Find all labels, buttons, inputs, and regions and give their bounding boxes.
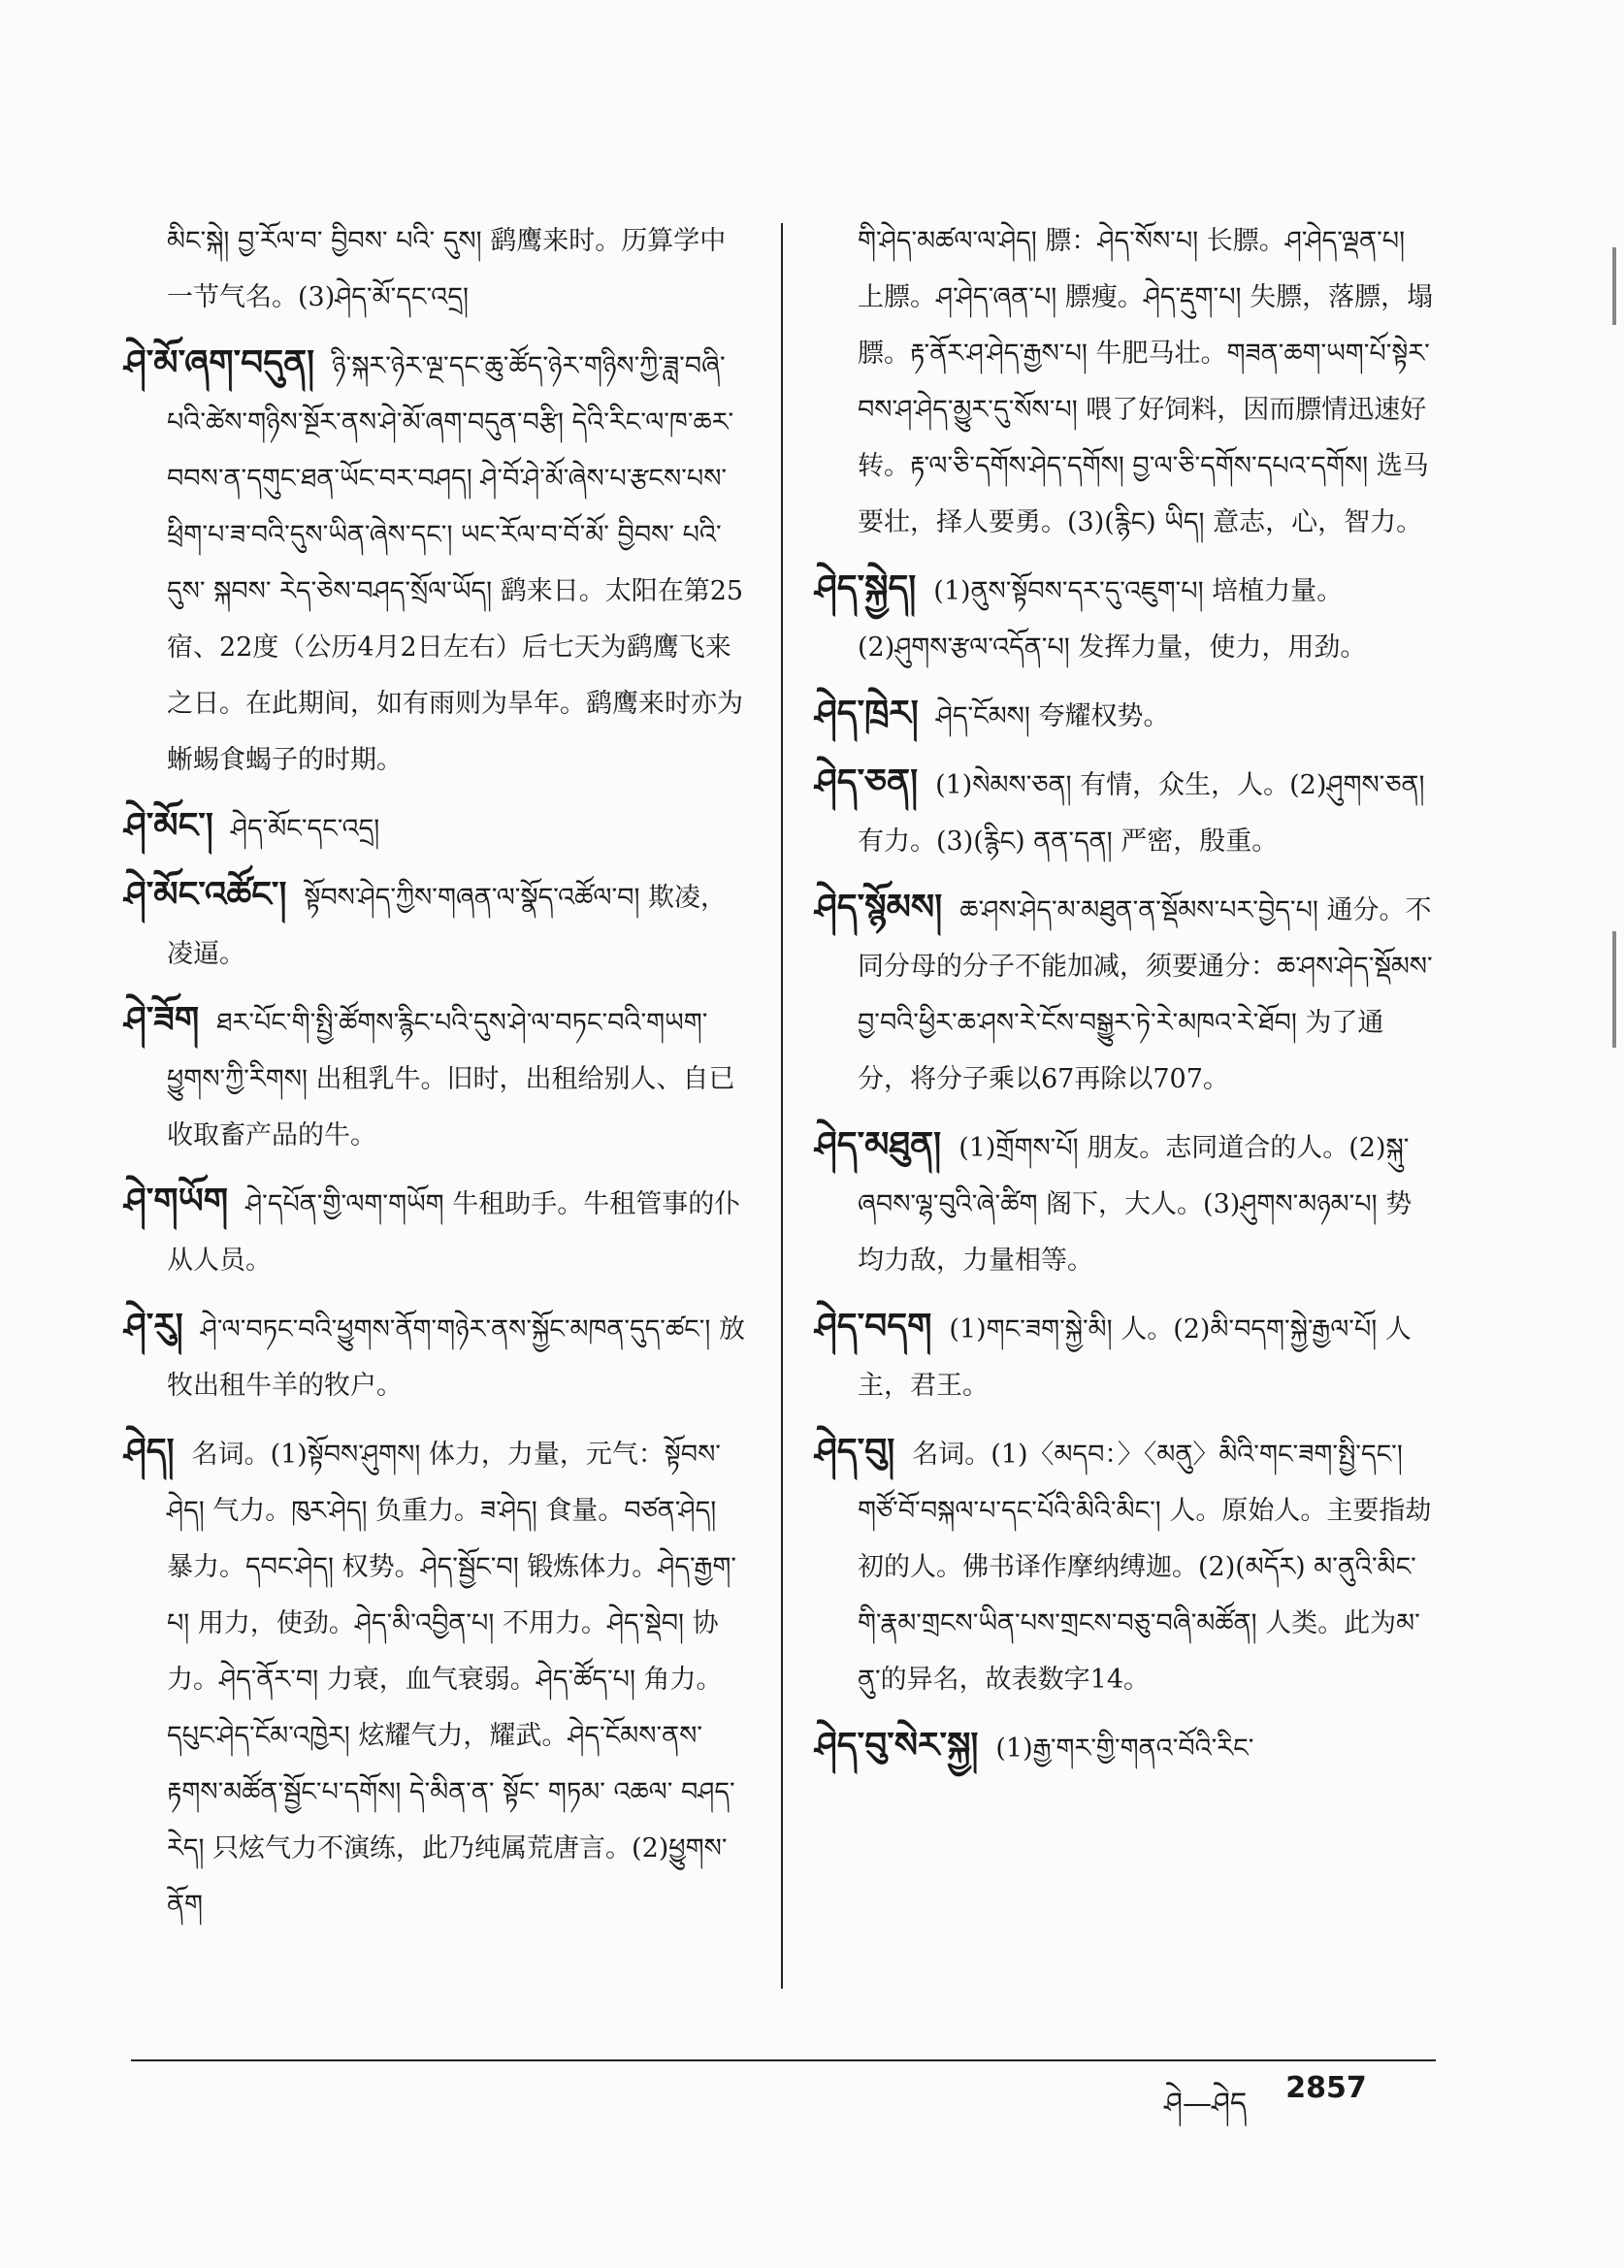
entry-definition: ཤེད་མོང་དང་འདྲ། [230,814,380,844]
entry-headword: ཤེད་བདག [815,1307,932,1346]
entry-definition: (1)སེམས་ཅན། 有情，众生，人。(2)ཤུགས་ཅན། 有力。(3)(རྙིང) ནན་དན། 严密，殷重。 [858,770,1425,857]
dictionary-entry [815,1718,1436,1777]
entry-definition: ཉི་སྐར་ཉེར་ལྔ་དང་ཆུ་ཚོད་ཉེར་གཉིས་ཀྱི་ཟླ་བཞི་པའི་ཚེས་གཉིས་སྔོར་ནས་ཤེ་མོ་ཞག་བདུན་བརྩི། དེའི་རིང་ལ་ཁ་ཆར་བབས་ན་དགུང་ཐན་ཡོང་བར་བཤད། ཤེ་བོ་ཤེ་མོ་ཞེས་པ་རྩངས་པས་ཕྲིག་པ་ཟ་བའི་དུས་ཡིན་ཞེས་དང་། ཡང་ཪོལ་བ་བོ་མོ་ བྱིབས་ པའི་ དུས་ སྐབས་ རེད་ཅེས་བཤད་སྲོལ་ཡོད། 鹞来日。太阳在第25宿、22度（公历4月2日左右）后七天为鹞鹰飞来之日。在此期间，如有雨则为旱年。鹞鹰来时亦为蜥蜴食蝎子的时期。 [167,351,744,775]
dictionary-entry [124,1174,745,1289]
entry-headword: ཤེ་མོང་། [124,806,213,846]
dictionary-entry [124,336,745,789]
dictionary-entry [815,213,1436,551]
right-column [815,213,1436,1787]
dictionary-entry [815,686,1436,745]
entry-definition: ཐར་པོང་གི་སྤྱི་ཚོགས་རྙིང་པའི་དུས་ཤེ་ལ་བཏང་བའི་གཡག་ཕྱུགས་ཀྱི་རིགས། 出租乳牛。旧时，出租给别人、自已收取畜产品的牛。 [167,1008,735,1150]
footer-range: ཤེ—ཤེད [1164,2087,1248,2121]
entry-headword: ཤེ་མོ་ཞག་བདུན། [124,343,315,383]
entry-definition: 名词。(1)〈མདབ：〉〈མནུ〉མིའི་གང་ཟག་སྤྱི་དང་། གཙོ་བོ་བསྐལ་པ་དང་པོའི་མིའི་མིང་། 人。原始人。主要指劫初的人。佛书译作摩纳缚迦。(2)(མདོར) མ་ནུའི་མིང་གི་རྣམ་གྲངས་ཡིན་པས་གྲངས་བཅུ་བཞི་མཚོན། 人类。此为མ་ནུ་的异名，故表数字14。 [858,1440,1432,1695]
dictionary-entry [815,1299,1436,1414]
page-footer [1164,2071,1367,2153]
dictionary-entry [124,992,745,1164]
entry-headword: ཤེ་གཡོག [124,1182,229,1221]
entry-headword: ཤེད་མཐུན། [815,1125,942,1165]
entry-definition: (1)གྲོགས་པོ། 朋友。志同道合的人。(2)སྐུ་ཞབས་ལྷ་བུའི་ཞེ་ཚིག 阁下，大人。(3)ཤུགས་མཉམ་པ། 势均力敌，力量相等。 [858,1133,1413,1276]
entry-headword: ཤེད་ཅན། [815,762,919,802]
entry-definition: ཆ་ཤས་ཤེད་མ་མཐུན་ན་སྡོམས་པར་བྱེད་པ། 通分。不同分母的分子不能加减，须要通分：ཆ་ཤས་ཤེད་སྡོམས་བྱ་བའི་ཕྱིར་ཆ་ཤས་རེ་ངོས་བསྒྱུར་ཏེ་རེ་མཁའ་རེ་ཐོབ། 为了通分，将分子乘以67再除以707。 [858,895,1433,1094]
edge-mark [1612,247,1616,325]
page-number: 2857 [1285,2071,1367,2105]
entry-headword: ཤེད་སྙོམས། [815,888,943,927]
entry-definition: སྟོབས་ཤེད་ཀྱིས་གཞན་ལ་སྣོད་འཚོལ་བ། 欺凌，凌逼。 [167,883,728,969]
left-column [124,213,745,1943]
entry-definition: (1)ནུས་སྟོབས་དར་དུ་འཇུག་པ། 培植力量。(2)ཤུགས་རྩལ་འདོན་པ། 发挥力量，使力，用劲。 [858,576,1367,663]
dictionary-entry [815,1424,1436,1708]
footer-rule [131,2059,1436,2061]
entry-definition: (1)རྒྱ་གར་གྱི་གནའ་བོའི་རིང་ [995,1733,1254,1764]
entry-headword: ཤེད་བུ་སེར་སྐྱ། [815,1726,979,1766]
entry-headword: ཤེད་བུ། [815,1432,895,1472]
dictionary-entry [815,880,1436,1108]
dictionary-entry [815,755,1436,870]
entry-definition: (1)གང་ཟག་སྐྱེ་མི། 人。(2)མི་བདག་སྐྱེ་རྒྱལ་པོ། 人主，君王。 [858,1314,1412,1401]
dictionary-entry [124,1299,745,1414]
dictionary-entry [124,1424,745,1933]
entry-definition: 名词。(1)སྟོབས་ཤུགས། 体力，力量，元气：སྟོབས་ཤེད། 气力。ཁུར་ཤེད། 负重力。ཟ་ཤེད། 食量。བཙན་ཤེད། 暴力。དབང་ཤེད། 权势。ཤེད་སྦྱོང་བ། 锻炼体力。ཤེད་རྒྱག་པ། 用力，使劲。ཤེད་མི་འབྱིན་པ། 不用力。ཤེད་སྡེབ། 协力。ཤེད་ནོར་བ། 力衰，血气衰弱。ཤེད་ཚོད་པ། 角力。དཔུང་ཤེད་ངོམ་འཁྱེར། 炫耀气力，耀武。ཤེད་ངོམས་ནས་རྟགས་མཚོན་སྦྱོང་པ་དགོས། དེ་མིན་ན་ སྟོང་ གཏམ་ འཆལ་ བཤད་ རེད། 只炫气力不演练，此乃纯属荒唐言。(2)ཕྱུགས་ནོག [167,1440,736,1920]
dictionary-entry [815,1118,1436,1289]
dictionary-entry [124,798,745,858]
entry-definition: མིང་སྐེ། བྱ་ཪོལ་བ་ བྱིབས་ པའི་ དུས། 鹞鹰来时。历算学中一节气名。(3)ཤེད་མོ་དང་འདྲ། [167,226,727,312]
column-divider [781,223,783,1989]
entry-headword: ཤེ་མོང་འཚོང་། [124,875,287,915]
entry-headword: ཤེད། [124,1432,175,1472]
entry-definition: ཤེ་ལ་བཏང་བའི་ཕྱུགས་ནོག་གཉེར་ནས་སྐྱོང་མཁན་དུད་ཚང་། 放牧出租牛羊的牧户。 [167,1314,746,1401]
entry-definition: གི་ཤེད་མཚལ་ལ་ཤེད། 膘：ཤེད་སོས་པ། 长膘。ཤ་ཤེད་ལྡན་པ། 上膘。ཤ་ཤེད་ཞན་པ། 膘瘦。ཤེད་རྡུག་པ། 失膘，落膘，塌膘。རྟ་ནོར་ཤ་ཤེད་རྒྱས་པ། 牛肥马壮。གཟན་ཆག་ཡག་པོ་སྟེར་བས་ཤ་ཤེད་མྱུར་དུ་སོས་པ། 喂了好饲料，因而膘情迅速好转。རྟ་ལ་ཅི་དགོས་ཤེད་དགོས། བྱ་ལ་ཅི་དགོས་དཔའ་དགོས། 选马要壮，择人要勇。(3)(རྙིང) ཡིད། 意志，心，智力。 [858,226,1434,537]
entry-headword: ཤེད་སྐྱེད། [815,568,917,608]
dictionary-entry [124,867,745,983]
entry-headword: ཤེ་ཟོག [124,1000,200,1040]
entry-headword: ཤེ་རུ། [124,1307,183,1346]
entry-definition: ཤེད་ངོམས། 夸耀权势。 [935,701,1170,731]
dictionary-entry [124,213,745,326]
entry-definition: ཤེ་དཔོན་གྱི་ལག་གཡོག 牛租助手。牛租管事的仆从人员。 [167,1189,741,1276]
edge-mark [1612,931,1616,1048]
entry-headword: ཤེད་ཁྲེར། [815,694,919,733]
dictionary-entry [815,561,1436,676]
